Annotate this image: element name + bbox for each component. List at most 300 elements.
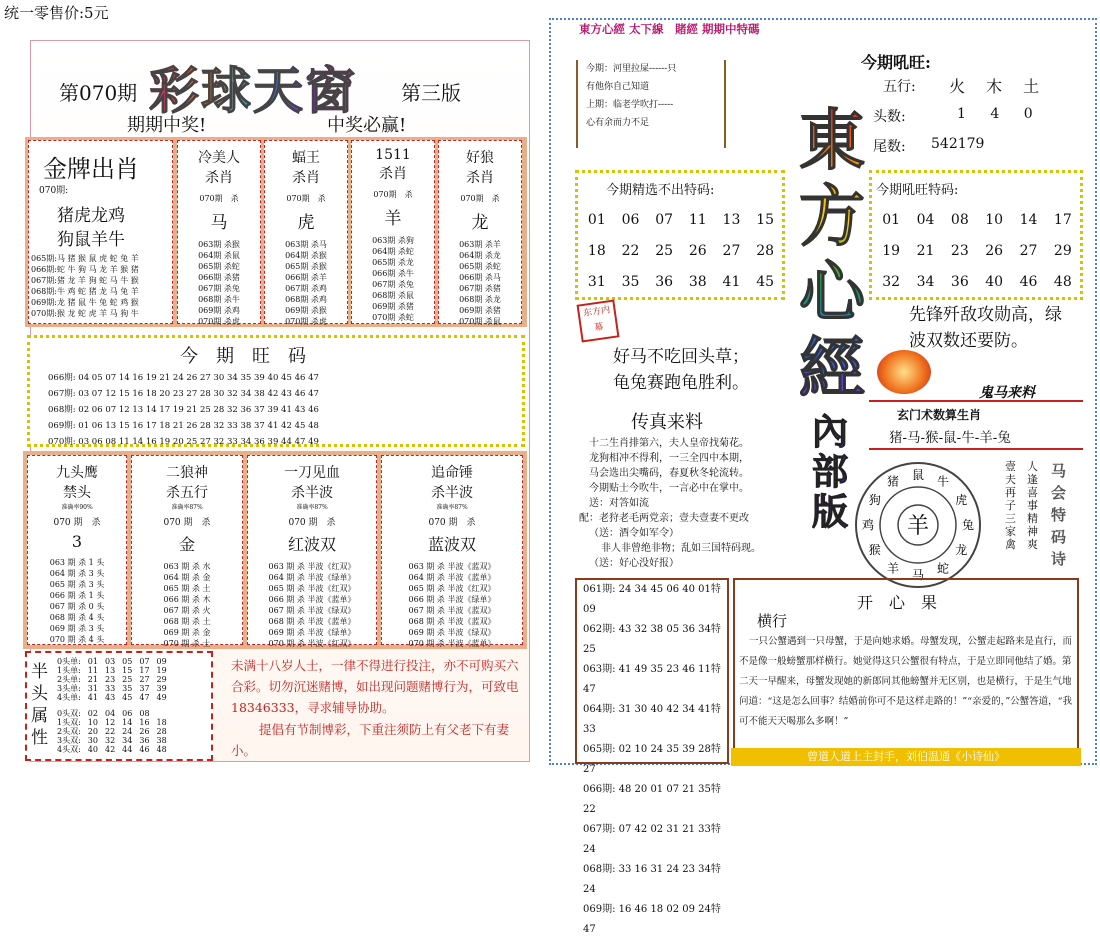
half-cell: 3头双:: [57, 736, 81, 745]
kill-row: 070期 杀虎: [285, 317, 327, 326]
history-row: 065期: 02 10 24 35 39 28特27: [583, 744, 721, 775]
kaixin-title: 开 心 果: [857, 593, 938, 612]
footer: 曾道人道上主封手，刘伯温通《小诗仙》: [731, 748, 1081, 766]
grid-number: 23: [950, 243, 969, 259]
nobuy-title: 今期精选不出特码:: [606, 183, 715, 198]
kill-row: 068期 杀牛: [198, 295, 240, 304]
hot-title: 今期吼旺特码:: [876, 183, 959, 198]
grid-number: 29: [1053, 243, 1072, 259]
ghost-label: 鬼马来料: [979, 385, 1035, 401]
bottom-col-acc: 准确率87%: [296, 504, 328, 511]
bottom-row: 066 期 杀 半波《蓝单》: [268, 595, 356, 604]
half-cell: 24: [122, 727, 133, 736]
kill-row: 063期 杀狗: [372, 236, 414, 245]
half-cell: 36: [139, 736, 150, 745]
wheel-zodiac-label: 牛: [936, 474, 950, 489]
bottom-row: 070 期 杀 半波《红双》: [268, 639, 356, 648]
kill-row: 066期 杀马: [459, 273, 501, 282]
half-row: [57, 657, 174, 666]
side-stamp: 马会特码诗: [1051, 462, 1067, 568]
half-cell: 26: [139, 727, 150, 736]
half-cell: 14: [122, 718, 133, 727]
bottom-row: 070 期 杀 4 头: [49, 635, 105, 644]
chuanzhen-pei-1: 配：老狩老毛两党亲；壹夫壹妻不更改: [579, 513, 749, 524]
bottom-col-rows: [248, 561, 376, 649]
xuanmen-box: [869, 400, 1083, 450]
grid-number: 10: [985, 212, 1004, 228]
half-cell: 41: [87, 693, 98, 702]
roar-wx-value: 火 木 土: [949, 77, 1048, 96]
history-row: 068期: 33 16 31 24 23 34特24: [583, 864, 721, 895]
bottom-row: 067 期 杀 0 头: [49, 602, 105, 611]
gold-issue: 070期:: [39, 186, 69, 196]
wang-box: [27, 335, 525, 447]
poem-line: 有他你自己知道: [586, 82, 650, 92]
kill-col-sub: 杀肖: [379, 166, 407, 182]
half-cell: 45: [122, 693, 133, 702]
wheel-zodiac-label: 蛇: [936, 561, 950, 576]
history-row: 067期: 07 42 02 31 21 33特24: [583, 824, 721, 855]
bottom-col-title: 一刀见血: [284, 465, 340, 481]
kill-row: 065期 杀猴: [285, 262, 327, 271]
grid-row: [874, 205, 1080, 236]
grid-row: [874, 267, 1080, 298]
grid-number: 26: [688, 243, 707, 259]
wheel-center-label: 羊: [906, 514, 930, 539]
gold-history-row: 066期:蛇 牛 狗 马 龙 羊 猴 猪: [31, 265, 139, 274]
grid-number: 07: [655, 212, 674, 228]
stamp-badge: 东方内幕: [577, 300, 620, 343]
kill-row: 068期 杀鸡: [285, 295, 327, 304]
kill-col-rows: [178, 239, 260, 327]
half-cell: 0头双:: [57, 709, 81, 718]
half-table-b: [57, 709, 174, 754]
kill-col-sub: 杀肖: [292, 170, 320, 186]
half-cell: 34: [122, 736, 133, 745]
half-cell: 08: [139, 709, 150, 718]
gold-history-row: 068期:牛 鸡 蛇 猪 龙 马 兔 羊: [31, 287, 139, 296]
kill-row: 068期 杀龙: [459, 295, 501, 304]
roar-wei-value: 542179: [931, 136, 985, 152]
bottom-col-value: 蓝波双: [427, 535, 476, 554]
half-cell: 43: [104, 693, 116, 702]
grid-number: 45: [756, 274, 775, 290]
kill-row: 063期 杀猴: [198, 240, 240, 249]
bottom-row: 068 期 杀 半波《蓝双》: [408, 617, 496, 626]
notice-2: 提倡有节制博彩，下重注须防上有父老下有妻小。: [231, 722, 510, 758]
gold-box: [28, 140, 173, 324]
kill-row: 069期 杀猴: [285, 306, 327, 315]
half-cell: 05: [122, 657, 133, 666]
bottom-row: 067 期 杀 火: [163, 606, 211, 615]
poem-line: 心有余而力不足: [586, 118, 650, 128]
horse-line-1: 好马不吃回头草；: [613, 347, 749, 367]
kill-col-issue: 070期 杀: [460, 194, 500, 203]
half-cell: 35: [122, 684, 133, 693]
hot-note: 先锋歼敌攻勋高，绿波双数还要防。: [909, 305, 1062, 351]
kill-row: 064期 杀蛇: [372, 247, 414, 256]
roar-tou-label: 头数:: [873, 109, 906, 125]
half-cell: 10: [87, 718, 98, 727]
gold-history-row: 070期:猴 龙 蛇 虎 羊 马 狗 牛: [31, 309, 139, 318]
bottom-col-4: [381, 455, 523, 648]
poem-box: [576, 60, 726, 148]
kill-col-value: 羊: [384, 209, 402, 229]
half-cell: 21: [87, 675, 98, 684]
wang-row: 067期: 03 07 12 15 16 18 20 23 27 28 30 32 34 38 42 43 46 47: [48, 389, 319, 399]
big-title: 東方心經: [795, 102, 869, 406]
grid-number: 08: [950, 212, 969, 228]
wheel-zodiac-label: 猴: [868, 543, 881, 557]
kill-col-1: [177, 140, 261, 324]
half-cell: 20: [87, 727, 98, 736]
kill-row: 063期 杀羊: [459, 240, 501, 249]
wheel-zodiac-label: 羊: [886, 561, 900, 576]
kill-row: 070期 杀虎: [198, 317, 240, 326]
half-cell: 39: [156, 684, 167, 693]
grid-number: 14: [1019, 212, 1038, 228]
roar-wei-label: 尾数:: [873, 139, 906, 155]
wheel-zodiac-label: 虎: [955, 493, 968, 507]
bottom-row: 064 期 杀 半波《蓝单》: [408, 573, 496, 582]
bottom-col-value: 金: [178, 535, 195, 554]
nobuy-box: [575, 170, 785, 300]
half-row: [57, 709, 174, 718]
half-cell: 31: [87, 684, 98, 693]
bottom-row: 070 期 杀 土: [163, 639, 211, 648]
bottom-row: 069 期 杀 3 头: [49, 624, 105, 633]
bottom-row: 067 期 杀 半波《蓝双》: [408, 606, 496, 615]
kill-col-issue: 070期 杀: [286, 194, 326, 203]
wheel-zodiac-label: 鼠: [911, 468, 925, 482]
grid-row: [874, 236, 1080, 267]
kill-col-issue: 070期 杀: [373, 190, 413, 199]
kill-col-value: 虎: [297, 213, 315, 233]
roar-title: 今期吼旺:: [861, 53, 931, 72]
wang-row: 068期: 02 06 07 12 13 14 17 19 21 25 28 32 36 37 39 41 43 46: [48, 405, 319, 415]
half-cell: 16: [139, 718, 150, 727]
bottom-col-acc: 准确率87%: [436, 504, 468, 511]
bottom-col-acc: 准确率87%: [171, 504, 203, 511]
grid-number: 31: [587, 274, 606, 290]
xuanmen-title: 玄门术数算生肖: [897, 408, 982, 422]
bottom-row: 064 期 杀 3 头: [49, 569, 105, 578]
notice-1: 未满十八岁人士，一律不得进行投注，亦不可购买六合彩。切勿沉迷赌博，如出现问题赌博行为，可致电18346333，寻求辅导协助。: [231, 658, 519, 715]
kill-row: 064期 杀龙: [459, 251, 501, 260]
grid-number: 17: [1053, 212, 1072, 228]
kaixin-text: 一只公蟹遇到一只母蟹，于是向她求婚。母蟹发现，公蟹走起路来是直行，而不是像一般螃蟹那样横行。她觉得这只公蟹很有特点，于是立即同他结了婚。第二天一早醒来，母蟹发现她的新郎同其他螃蟹并无区别，也是横行，于是生气地问道：“这是怎么回事？结婚前你可不是这样走路的！”“亲爱的，”公蟹答道，“我可不能天天喝那么多啊！”: [739, 636, 1073, 727]
bottom-row: 063 期 杀 半波《蓝双》: [408, 562, 496, 571]
kill-col-rows: [352, 235, 434, 323]
bottom-row: 068 期 杀 半波《蓝单》: [268, 617, 356, 626]
bottom-col-1: [27, 455, 127, 645]
kill-row: 069期 杀猪: [459, 306, 501, 315]
history-row: 063期: 41 49 35 23 46 11特47: [583, 664, 721, 695]
half-cell: 15: [122, 666, 133, 675]
kill-col-issue: 070期 杀: [199, 194, 239, 203]
wang-title: 今 期 旺 码: [180, 346, 306, 367]
bottom-col-sub: 杀五行: [166, 485, 208, 501]
horse-line-2: 龟兔赛跑龟胜利。: [613, 373, 749, 393]
bottom-col-sub: 杀半波: [431, 485, 473, 501]
history-row: 061期: 24 34 45 06 40 01特09: [583, 584, 721, 615]
kill-col-rows: [439, 239, 521, 327]
nobuy-grid: [580, 205, 782, 298]
poem-line: 上期：临老学吹打-----: [586, 100, 674, 110]
slogan-a: 期期中奖!: [127, 115, 207, 136]
kill-row: 069期 杀猪: [372, 302, 414, 311]
grid-row: [580, 267, 782, 298]
half-cell: 22: [104, 727, 116, 736]
grid-number: 35: [621, 274, 640, 290]
half-cell: 1头双:: [57, 718, 81, 727]
inner-edition: 內部版: [811, 411, 848, 533]
bottom-row: 067 期 杀 半波《绿双》: [268, 606, 356, 615]
grid-number: 25: [655, 243, 674, 259]
grid-number: 01: [587, 212, 606, 228]
wheel-zodiac-label: 猪: [886, 474, 900, 489]
chuanzhen-send-1: （送：酒令如军令）: [589, 528, 679, 539]
half-box: [25, 651, 213, 761]
grid-number: 36: [950, 274, 969, 290]
slogan-b: 中奖必赢!: [327, 115, 407, 136]
half-cell: 07: [139, 657, 150, 666]
bottom-col-title: 九头鹰: [56, 465, 98, 481]
history-row: 064期: 31 30 40 42 34 41特33: [583, 704, 721, 735]
price-label: 统一零售价:5元: [4, 4, 109, 22]
wheel-zodiac-label: 马: [911, 568, 925, 582]
bottom-row: 068 期 杀 土: [163, 617, 211, 626]
chuanzhen-send-2: （送：好心没好报）: [589, 558, 679, 569]
half-cell: 3头单:: [57, 684, 81, 693]
bottom-row: 065 期 杀 半波《红双》: [408, 584, 496, 593]
bottom-section: [23, 451, 527, 649]
kill-row: 065期 杀蛇: [459, 262, 501, 271]
bottom-row: 065 期 杀 半波《红双》: [268, 584, 356, 593]
grid-number: 01: [882, 212, 901, 228]
half-cell: 18: [156, 718, 167, 727]
wheel-zodiac-label: 狗: [868, 493, 881, 507]
half-cell: 33: [104, 684, 116, 693]
grid-number: 19: [882, 243, 901, 259]
bottom-col-3: [247, 455, 377, 648]
roar-tou-value: 1 4 0: [957, 106, 1043, 122]
brand-logo: 彩球天窗: [149, 51, 357, 123]
kill-col-sub: 杀肖: [205, 170, 233, 186]
kill-row: 068期 杀鼠: [372, 291, 414, 300]
half-cell: 47: [139, 693, 150, 702]
bottom-row: 063 期 杀 1 头: [49, 558, 105, 567]
half-cell: 37: [139, 684, 150, 693]
kill-row: 064期 杀鼠: [198, 251, 240, 260]
kill-col-title: 蝠王: [292, 150, 320, 166]
gold-history-row: 067期:猪 龙 羊 狗 蛇 马 牛 猴: [31, 276, 139, 285]
bottom-col-issue: 070 期 杀: [288, 518, 336, 528]
wang-row: 069期: 01 06 13 15 16 17 18 21 26 28 32 33 38 37 41 42 45 48: [48, 421, 319, 431]
half-cell: 19: [156, 666, 167, 675]
grid-row: [580, 236, 782, 267]
gold-line1: 猪虎龙鸡: [57, 206, 125, 226]
half-row: [57, 718, 174, 727]
half-cell: 17: [139, 666, 150, 675]
roar-wx-label: 五行:: [883, 79, 916, 95]
kill-row: 065期 杀蛇: [198, 262, 240, 271]
wheel-zodiac-label: 兔: [961, 518, 975, 532]
xuanmen-value: 猪-马-猴-鼠-牛-羊-兔: [889, 430, 1011, 446]
wheel-zodiac-label: 鸡: [861, 518, 875, 532]
zodiac-wheel: [853, 460, 983, 590]
half-cell: 4头单:: [57, 693, 81, 702]
bottom-col-value: 3: [71, 532, 83, 551]
bottom-row: 064 期 杀 金: [163, 573, 211, 582]
half-cell: 38: [156, 736, 167, 745]
half-cell: 2头单:: [57, 675, 81, 684]
bottom-col-acc: 准确率90%: [61, 504, 93, 511]
chuanzhen-title: 传真来料: [631, 412, 703, 433]
half-cell: 03: [104, 657, 116, 666]
history-box: [575, 578, 729, 935]
kill-row: 066期 杀猪: [198, 273, 240, 282]
tiger-emblem-icon: [877, 350, 931, 394]
issue-label: 第070期: [59, 81, 138, 105]
half-row: [57, 684, 174, 693]
half-cell: 09: [156, 657, 167, 666]
banner: 東方心經 太下線 賭經 期期中特碼: [579, 22, 760, 36]
bottom-row: 065 期 杀 3 头: [49, 580, 105, 589]
chuanzhen-line: 十二生肖排第六，夫人皇帝找菊花。: [589, 438, 749, 449]
grid-number: 46: [1019, 274, 1038, 290]
wheel-zodiac-label: 龙: [955, 543, 968, 557]
chuanzhen-pei-2: 非人非曾绝非物；乱如三国特码现。: [601, 543, 761, 554]
grid-row: [580, 205, 782, 236]
grid-number: 18: [587, 243, 606, 259]
half-cell: 11: [87, 666, 98, 675]
half-cell: 04: [104, 709, 116, 718]
bottom-col-title: 追命锤: [431, 465, 473, 481]
gold-title: 金牌出肖: [43, 155, 139, 183]
half-row: [57, 693, 174, 702]
right-page: [549, 18, 1097, 935]
half-cell: 1头单:: [57, 666, 81, 675]
grid-number: 32: [882, 274, 901, 290]
bottom-row: 065 期 杀 土: [163, 584, 211, 593]
half-cell: 0头单:: [57, 657, 81, 666]
half-cell: 2头双:: [57, 727, 81, 736]
half-row: [57, 666, 174, 675]
bottom-row: 063 期 杀 水: [163, 562, 211, 571]
grid-number: 41: [722, 274, 741, 290]
half-cell: 02: [87, 709, 98, 718]
chuanzhen-line: 马会选出尖嘴码，春夏秋冬轮流转。: [589, 468, 749, 479]
half-row: [57, 745, 174, 754]
half-row: [57, 675, 174, 684]
grid-number: 11: [688, 212, 707, 228]
half-cell: 32: [104, 736, 116, 745]
kill-row: 066期 杀牛: [372, 269, 414, 278]
bottom-row: 066 期 杀 半波《绿单》: [408, 595, 496, 604]
grid-number: 04: [916, 212, 935, 228]
grid-number: 13: [722, 212, 741, 228]
poem-line: 今期：河里拉屎------只: [586, 64, 677, 74]
bottom-col-issue: 070 期 杀: [163, 518, 211, 528]
kill-row: 070期 杀鼠: [459, 317, 501, 326]
kill-col-value: 龙: [471, 213, 489, 233]
kill-col-sub: 杀肖: [466, 170, 494, 186]
bottom-row: 069 期 杀 金: [163, 628, 211, 637]
half-cell: 30: [87, 736, 98, 745]
half-cell: 23: [104, 675, 116, 684]
left-page: [30, 40, 530, 762]
chuanzhen-line: 龙狗相冲不得利，一三全四中本期，: [589, 453, 749, 464]
bottom-row: 064 期 杀 半波《绿单》: [268, 573, 356, 582]
gold-line2: 狗鼠羊牛: [57, 230, 125, 250]
half-cell: 25: [122, 675, 133, 684]
kill-col-value: 马: [210, 213, 228, 233]
half-cell: 29: [156, 675, 167, 684]
chuanzhen-line: 送：对答如流: [589, 498, 649, 509]
half-cell: 44: [122, 745, 133, 754]
kill-row: 064期 杀猴: [285, 251, 327, 260]
bottom-row: 069 期 杀 半波《绿双》: [408, 628, 496, 637]
kill-row: 065期 杀龙: [372, 258, 414, 267]
chuanzhen-line: 今期贴士今吹牛，一言必中在掌中。: [589, 483, 749, 494]
history-row: 062期: 43 32 38 05 36 34特25: [583, 624, 721, 655]
half-cell: 42: [104, 745, 116, 754]
grid-number: 36: [655, 274, 674, 290]
kill-row: 066期 杀羊: [285, 273, 327, 282]
kill-col-rows: [265, 239, 347, 327]
grid-number: 15: [756, 212, 775, 228]
gold-history-row: 069期:龙 猪 鼠 牛 兔 蛇 鸡 猴: [31, 298, 139, 307]
wang-row: 070期: 03 06 08 11 14 16 19 20 25 27 32 33 34 36 39 44 47 49: [48, 437, 319, 447]
grid-number: 22: [621, 243, 640, 259]
kill-col-2: [264, 140, 348, 324]
half-row: [57, 736, 174, 745]
side-poem-1: 壹夫再子三家禽: [1005, 460, 1016, 551]
gold-section: [25, 137, 527, 327]
kill-col-title: 冷美人: [198, 150, 240, 166]
kaixin-box: [733, 578, 1079, 756]
bottom-row: 070 期 杀 半波《蓝单》: [408, 639, 496, 648]
history-row: 069期: 16 46 18 02 09 24特47: [583, 904, 721, 935]
grid-number: 26: [985, 243, 1004, 259]
bottom-col-issue: 070 期 杀: [53, 518, 101, 528]
half-cell: 4头双:: [57, 745, 81, 754]
kill-row: 067期 杀兔: [198, 284, 240, 293]
bottom-col-rows: [382, 561, 522, 649]
chuanzhen-lines: [579, 436, 829, 571]
bottom-row: 063 期 杀 半波《红双》: [268, 562, 356, 571]
kill-row: 063期 杀马: [285, 240, 327, 249]
kill-col-4: [438, 140, 522, 324]
kill-row: 070期 杀蛇: [372, 313, 414, 322]
half-label: 半头属性: [31, 662, 48, 748]
kaixin-sub: 横行: [757, 612, 788, 630]
hot-grid: [874, 205, 1080, 298]
wang-rows: [48, 370, 319, 450]
gold-history: [31, 253, 173, 319]
wang-row: 066期: 04 05 07 14 16 19 21 24 26 27 30 34 35 39 40 45 46 47: [48, 373, 319, 383]
half-cell: 49: [156, 693, 167, 702]
grid-number: 48: [1053, 274, 1072, 290]
half-cell: 40: [87, 745, 98, 754]
half-cell: 12: [104, 718, 116, 727]
grid-number: 27: [722, 243, 741, 259]
grid-number: 34: [916, 274, 935, 290]
half-cell: [157, 709, 174, 718]
half-table-a: [57, 657, 174, 702]
kill-row: 067期 杀兔: [372, 280, 414, 289]
